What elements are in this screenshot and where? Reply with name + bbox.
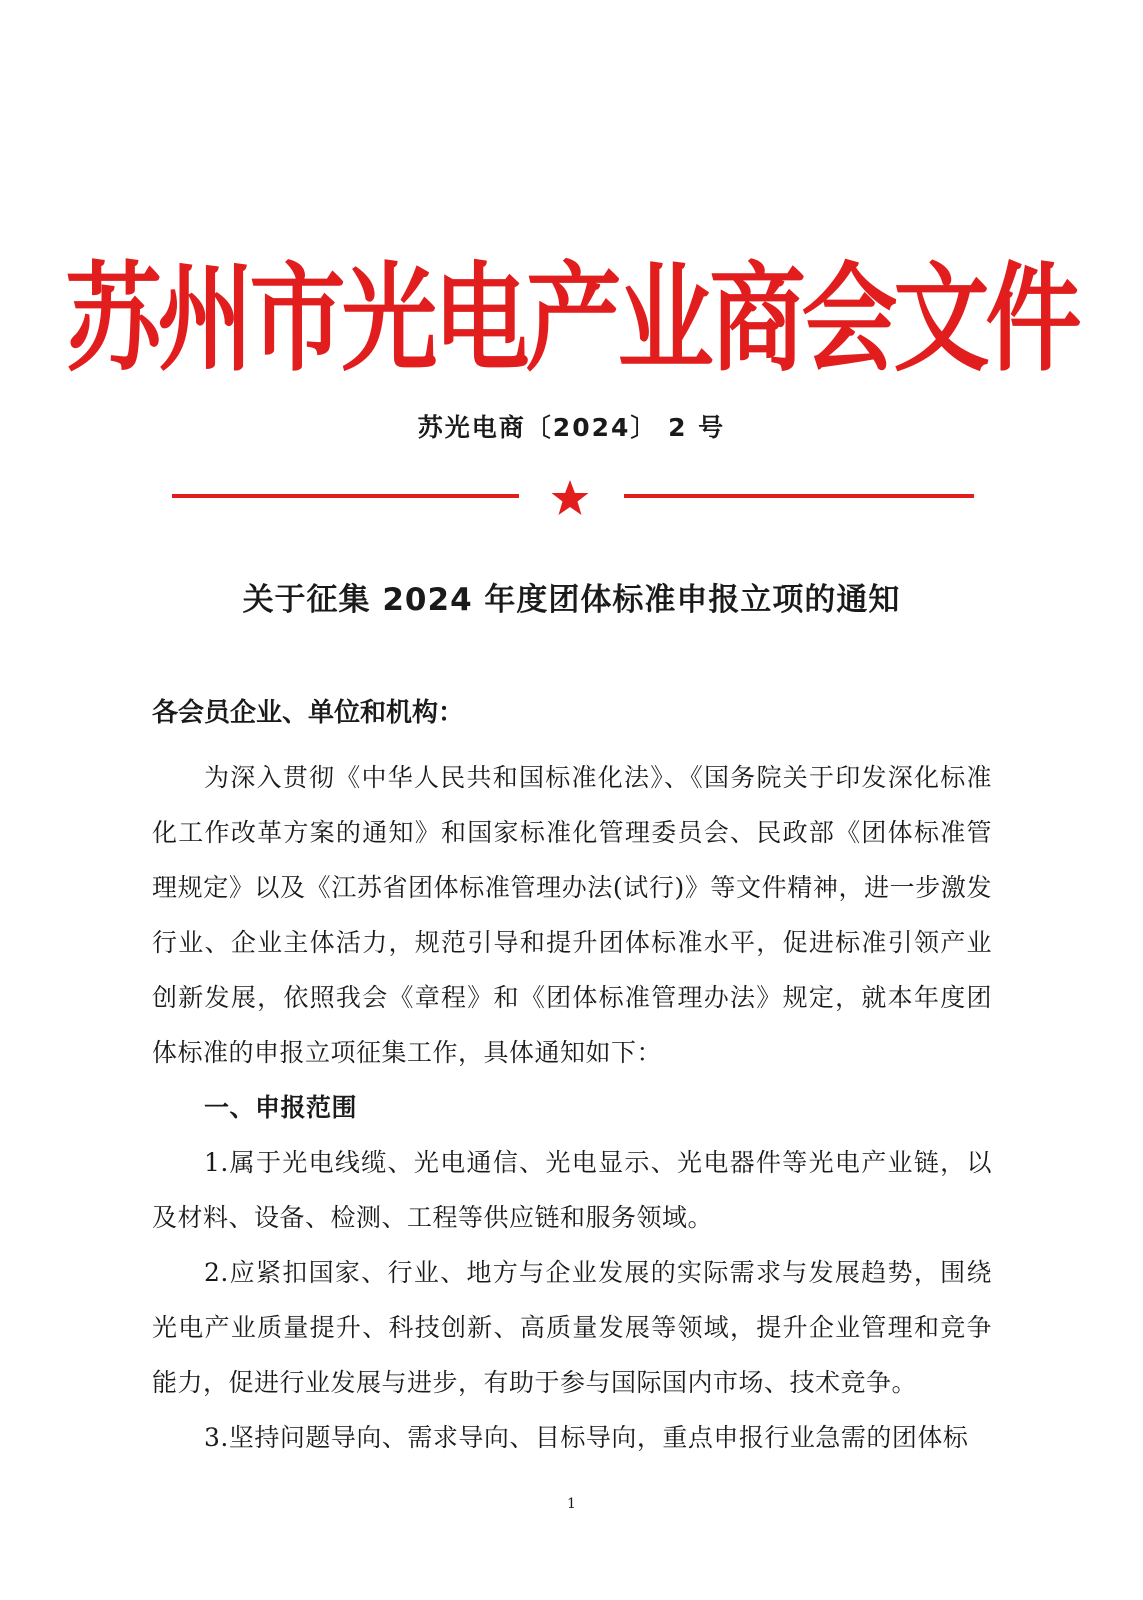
divider-line-left	[172, 494, 519, 498]
scope-item-1: 1.属于光电线缆、光电通信、光电显示、光电器件等光电产业链，以及材料、设备、检测、工程等供应链和服务领域。	[152, 1148, 992, 1232]
notice-body	[152, 750, 992, 1465]
notice-title: 关于征集 2024 年度团体标准申报立项的通知	[242, 582, 901, 618]
intro-paragraph: 为深入贯彻《中华人民共和国标准化法》、《国务院关于印发深化标准化工作改革方案的通知》和国家标准化管理委员会、民政部《团体标准管理规定》以及《江苏省团体标准管理办法(试行)》等文件精神，进一步激发行业、企业主体活力，规范引导和提升团体标准水平，促进标准引领产业创新发展，依照我会《章程》和《团体标准管理办法》规定，就本年度团体标准的申报立项征集工作，具体通知如下：	[152, 763, 992, 1067]
document-number: 苏光电商〔2024〕 2 号	[417, 413, 726, 442]
scope-item-3: 3.坚持问题导向、需求导向、目标导向，重点申报行业急需的团体标	[204, 1423, 969, 1452]
scope-item-2: 2.应紧扣国家、行业、地方与企业发展的实际需求与发展趋势，围绕光电产业质量提升、科技创新、高质量发展等领域，提升企业管理和竞争能力，促进行业发展与进步，有助于参与国际国内市场、技术竞争。	[152, 1258, 992, 1397]
red-divider	[0, 478, 1143, 518]
section-heading-scope: 一、申报范围	[204, 1093, 358, 1122]
page-number: 1	[567, 1496, 576, 1512]
salutation: 各会员企业、单位和机构：	[152, 698, 465, 728]
divider-line-right	[624, 494, 974, 498]
org-document-header: 苏州市光电产业商会文件	[65, 250, 1078, 388]
star-icon	[550, 478, 590, 518]
